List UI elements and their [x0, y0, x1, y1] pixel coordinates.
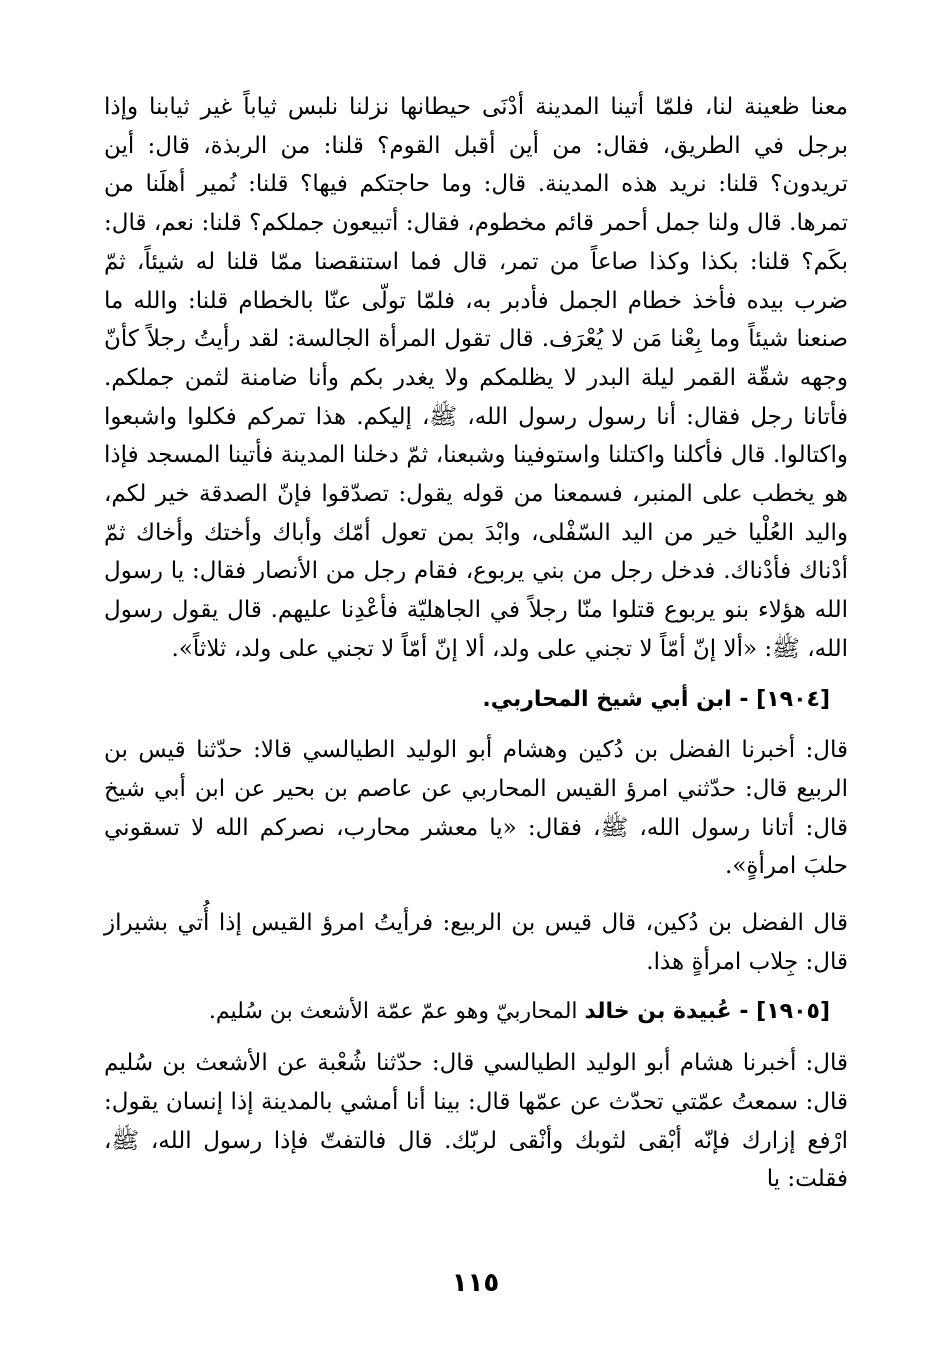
entry-title: - ابن أبي شيخ المحاربي.	[482, 686, 749, 712]
paragraph-1: معنا ظعينة لنا، فلمّا أتينا المدينة أدْنَى حيطانها نزلنا نلبس ثياباً غير ثيابنا وإذا برجل في الطريق، فقال: من أين أقبل القوم؟ قلنا: من الربذة، قال: أين تريدون؟ قلنا: نريد هذه المدينة. قال: وما حاجتكم فيها؟ قلنا: نُمير أهلَنا من تمرها. قال ولنا جمل أحمر قائم مخطوم، فقال: أتبيعون جملكم؟ قلنا: نعم، قال: بكَم؟ قلنا: بكذا وكذا صاعاً من تمر، قال فما استنقصنا ممّا قلنا له شيئاً، ثمّ ضرب بيده فأخذ خطام الجمل فأدبر به، فلمّا تولّى عنّا بالخطام قلنا: والله ما صنعنا شيئاً وما بِعْنا مَن لا يُعْرَف. قال تقول المرأة الجالسة: لقد رأيتُ رجلاً كأنّ وجهه شقّة القمر ليلة البدر لا يظلمكم ولا يغدر بكم وأنا ضامنة لثمن جملكم. فأتانا رجل فقال: أنا رسول رسول الله، ﷺ، إليكم. هذا تمركم فكلوا واشبعوا واكتالوا. قال فأكلنا واكتلنا واستوفينا وشبعنا، ثمّ دخلنا المدينة فأتينا المسجد فإذا هو يخطب على المنبر، فسمعنا من قوله يقول: تصدّقوا فإنّ الصدقة خير لكم، واليد العُلْيا خير من اليد السّفْلى، وابْدَ بمن تعول أمّك وأباك وأختك وأخاك ثمّ أدْناك فأدْناك. فدخل رجل من بني يربوع، فقام رجل من الأنصار فقال: يا رسول الله هؤلاء بنو يربوع قتلوا منّا رجلاً في الجاهليّة فأعْدِنا عليهم. قال يقول رسول الله، ﷺ: «ألا إنّ أمّاً لا تجني على ولد، ألا إنّ أمّاً لا تجني على ولد، ثلاثاً».	[104, 94, 848, 662]
page-body	[104, 88, 848, 1199]
page-number: ١١٥	[451, 1268, 500, 1298]
entry-title-rest: المحاربيّ وهو عمّ عمّة الأشعث بن سُليم.	[208, 999, 585, 1025]
paragraph-2: قال: أخبرنا الفضل بن دُكين وهشام أبو الوليد الطيالسي قالا: حدّثنا قيس بن الربيع قال: حدّثني امرؤ القيس المحاربي عن عاصم بن بحير عن ابن أبي شيخ قال: أتانا رسول الله، ﷺ، فقال: «يا معشر محارب، نصركم الله لا تسقوني حلبَ امرأةٍ».	[104, 737, 848, 880]
entry-heading-1904	[104, 681, 848, 720]
entry-title: - عُبيدة بن خالد	[584, 999, 749, 1025]
entry-heading-1905	[104, 993, 848, 1032]
entry-number: [١٩٠٤]	[756, 686, 830, 712]
paragraph-4: قال: أخبرنا هشام أبو الوليد الطيالسي قال: حدّثنا شُعْبة عن الأشعث بن سُليم قال: سمعتُ عمّتي تحدّث عن عمّها قال: بينا أنا أمشي بالمدينة إذا إنسان يقول: ارْفع إزارك فإنّه أبْقى لثوبك وأنْقى لربّك. قال فالتفتّ فإذا رسول الله، ﷺ، فقلت: يا	[104, 1050, 848, 1193]
paragraph-3: قال الفضل بن دُكين، قال قيس بن الربيع: فرأيتُ امرؤ القيس إذا أُتي بشيراز قال: جِلاب امرأةٍ هذا.	[104, 910, 848, 975]
entry-number: [١٩٠٥]	[756, 999, 830, 1025]
